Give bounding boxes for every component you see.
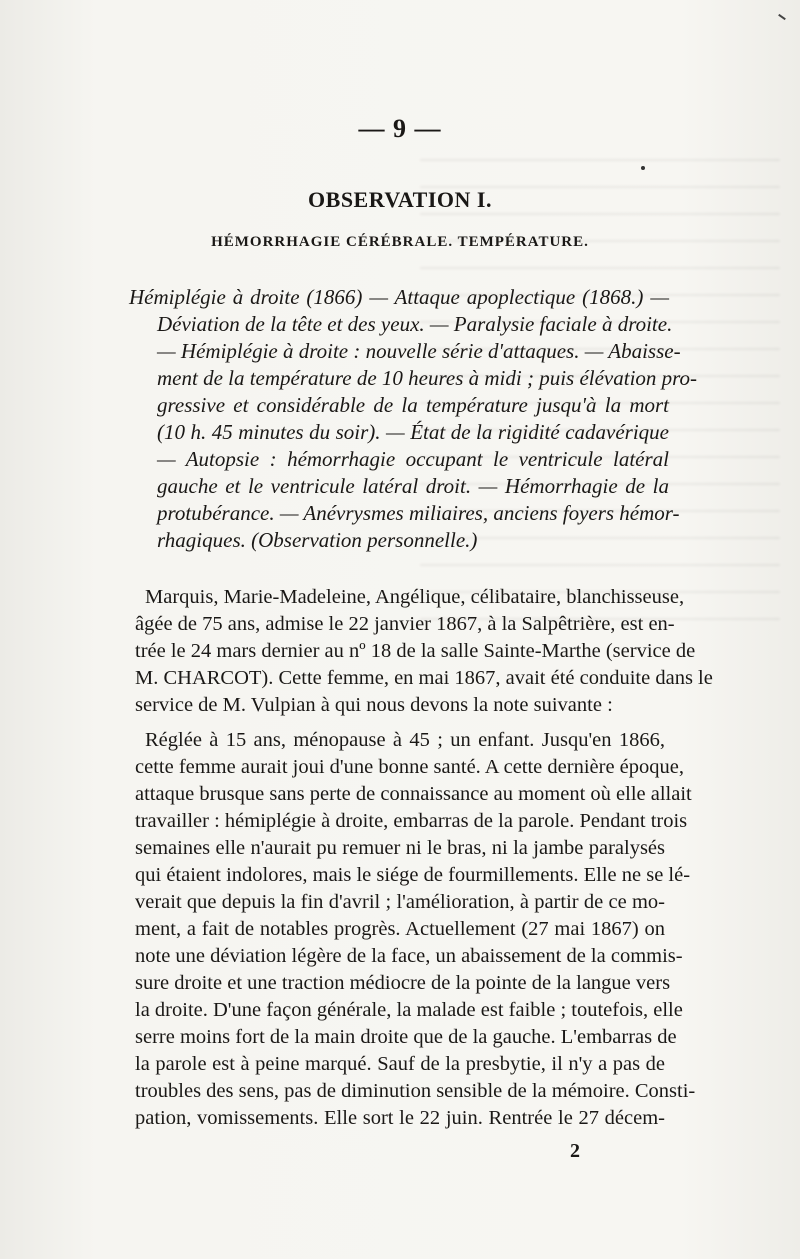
summary-line: gauche et le ventricule latéral droit. — Hémorrhagie de la bbox=[157, 474, 669, 498]
summary-line: Hémiplégie à droite (1866) — Attaque apoplectique (1868.) — bbox=[129, 285, 669, 309]
paragraph-line: note une déviation légère de la face, un abaissement de la commis- bbox=[135, 945, 683, 967]
paragraph-line: M. CHARCOT). Cette femme, en mai 1867, avait été conduite dans le bbox=[135, 667, 713, 689]
summary-line: — Autopsie : hémorrhagie occupant le ventricule latéral bbox=[157, 447, 669, 471]
paragraph-gap bbox=[135, 719, 665, 727]
paragraph-line: travailler : hémiplégie à droite, embarras de la parole. Pendant trois bbox=[135, 810, 688, 832]
signature-mark: 2 bbox=[570, 1140, 580, 1162]
paragraph-line: service de M. Vulpian à qui nous devons la note suivante : bbox=[135, 694, 613, 716]
paragraph-line: trée le 24 mars dernier au nº 18 de la salle Sainte-Marthe (service de bbox=[135, 640, 696, 662]
paragraph-line: cette femme aurait joui d'une bonne santé. A cette dernière époque, bbox=[135, 756, 684, 778]
summary-line: protubérance. — Anévrysmes miliaires, anciens foyers hémor- bbox=[157, 501, 680, 525]
paragraph-line: verait que depuis la fin d'avril ; l'amélioration, à partir de ce mo- bbox=[135, 891, 665, 913]
paragraph-line: serre moins fort de la main droite que de la gauche. L'embarras de bbox=[135, 1026, 677, 1048]
case-summary bbox=[129, 284, 698, 554]
page-number: — 9 — bbox=[358, 114, 442, 143]
summary-line: Déviation de la tête et des yeux. — Paralysie faciale à droite. bbox=[157, 312, 673, 336]
body-text bbox=[135, 584, 713, 1132]
observation-title: OBSERVATION I. bbox=[308, 187, 492, 212]
paragraph-line: Marquis, Marie-Madeleine, Angélique, célibataire, blanchisseuse, bbox=[145, 586, 685, 608]
summary-line: — Hémiplégie à droite : nouvelle série d'attaques. — Abaisse- bbox=[157, 339, 681, 363]
paragraph-line: pation, vomissements. Elle sort le 22 juin. Rentrée le 27 décem- bbox=[135, 1107, 665, 1129]
summary-line: (10 h. 45 minutes du soir). — État de la rigidité cadavérique bbox=[157, 420, 669, 444]
observation-subtitle: HÉMORRHAGIE CÉRÉBRALE. TEMPÉRATURE. bbox=[211, 234, 589, 250]
corner-mark bbox=[778, 14, 786, 20]
paragraph-line: la droite. D'une façon générale, la malade est faible ; toutefois, elle bbox=[135, 999, 683, 1021]
paragraph-line: la parole est à peine marqué. Sauf de la presbytie, il n'y a pas de bbox=[135, 1053, 665, 1075]
paragraph-line: Réglée à 15 ans, ménopause à 45 ; un enfant. Jusqu'en 1866, bbox=[145, 729, 665, 751]
paragraph-line: troubles des sens, pas de diminution sensible de la mémoire. Consti- bbox=[135, 1080, 696, 1102]
paragraph-line: semaines elle n'aurait pu remuer ni le bras, ni la jambe paralysés bbox=[135, 837, 665, 859]
summary-line: rhagiques. (Observation personnelle.) bbox=[157, 528, 478, 552]
paragraph-line: sure droite et une traction médiocre de la pointe de la langue vers bbox=[135, 972, 671, 994]
summary-line: gressive et considérable de la température jusqu'à la mort bbox=[157, 393, 669, 417]
paragraph-line: ment, a fait de notables progrès. Actuellement (27 mai 1867) on bbox=[135, 918, 665, 940]
ink-dot bbox=[641, 166, 645, 170]
paragraph-line: âgée de 75 ans, admise le 22 janvier 1867, à la Salpêtrière, est en- bbox=[135, 613, 675, 635]
summary-line: ment de la température de 10 heures à midi ; puis élévation pro- bbox=[157, 366, 698, 390]
paragraph-line: attaque brusque sans perte de connaissance au moment où elle allait bbox=[135, 783, 692, 805]
paragraph-line: qui étaient indolores, mais le siége de fourmillements. Elle ne se lé- bbox=[135, 864, 691, 886]
